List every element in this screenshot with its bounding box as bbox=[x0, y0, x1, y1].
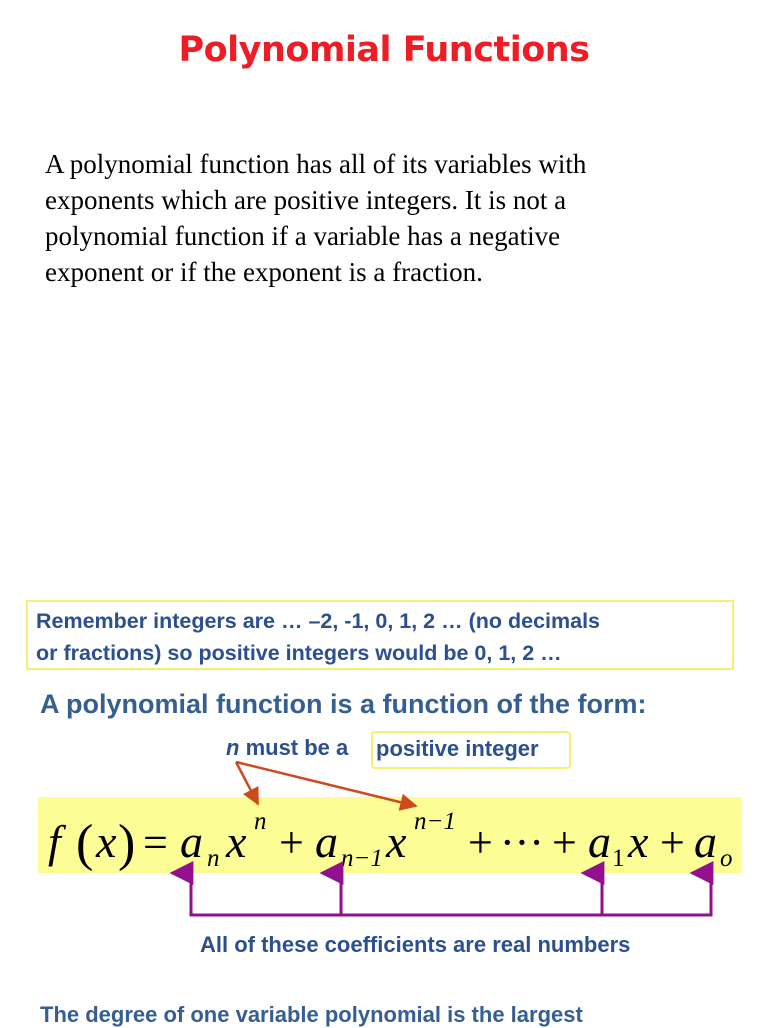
formula-f: f bbox=[48, 816, 61, 867]
n-note-text: must be a bbox=[239, 735, 349, 760]
formula-a: a bbox=[315, 816, 338, 867]
formula-a: a bbox=[588, 816, 611, 867]
formula-ellipsis: ··· bbox=[500, 818, 544, 867]
n-variable: n bbox=[226, 735, 240, 760]
formula-sub-o: o bbox=[720, 845, 733, 872]
red-arrow-to-n-minus-1 bbox=[236, 762, 416, 806]
formula-a: a bbox=[694, 816, 717, 867]
intro-line: exponents which are positive integers. It is not a bbox=[45, 185, 567, 215]
formula-sup-n-minus-1: n−1 bbox=[414, 808, 456, 835]
formula-sub-1: 1 bbox=[612, 845, 625, 872]
formula-a: a bbox=[180, 816, 203, 867]
remember-line: or fractions) so positive integers would be 0, 1, 2 … bbox=[36, 641, 562, 665]
formula-x: x bbox=[226, 816, 247, 867]
positive-integer-label: positive integer bbox=[376, 736, 539, 761]
formula-plus: + bbox=[279, 818, 304, 867]
formula-plus: + bbox=[660, 818, 685, 867]
form-heading: A polynomial function is a function of the form: bbox=[40, 689, 647, 719]
intro-line: exponent or if the exponent is a fraction. bbox=[45, 257, 483, 287]
formula-rparen: ) bbox=[118, 815, 136, 872]
formula-sub-n-minus-1: n−1 bbox=[341, 845, 383, 872]
formula-sup-n: n bbox=[254, 808, 267, 835]
slide-title: Polynomial Functions bbox=[178, 30, 590, 70]
remember-line: Remember integers are … –2, -1, 0, 1, 2 … (no decimals bbox=[36, 609, 601, 633]
coefficient-bracket bbox=[191, 877, 711, 915]
intro-line: polynomial function if a variable has a negative bbox=[45, 221, 561, 251]
coefficients-note: All of these coefficients are real numbers bbox=[200, 932, 631, 957]
formula-sub-n: n bbox=[207, 845, 220, 872]
degree-text: The degree of one variable polynomial is the largest bbox=[40, 1002, 583, 1027]
formula-plus: + bbox=[468, 818, 493, 867]
red-arrow-to-n bbox=[236, 762, 258, 804]
formula-lparen: ( bbox=[76, 815, 94, 872]
formula-x: x bbox=[628, 816, 649, 867]
formula-plus: + bbox=[552, 818, 577, 867]
formula-equals: = bbox=[143, 818, 168, 867]
intro-line: A polynomial function has all of its variables with bbox=[45, 149, 587, 179]
formula-x: x bbox=[386, 816, 407, 867]
formula-x: x bbox=[96, 816, 117, 867]
